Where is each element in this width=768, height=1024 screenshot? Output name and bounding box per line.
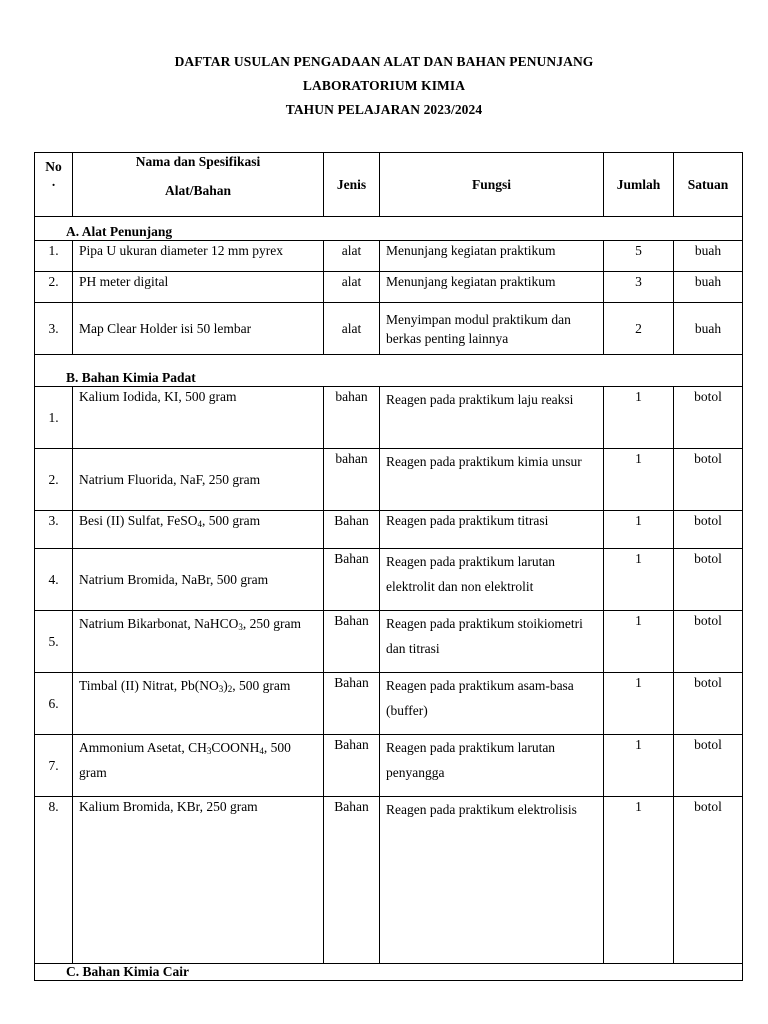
cell-name: Kalium Bromida, KBr, 250 gram (73, 797, 324, 964)
title-line-2: LABORATORIUM KIMIA (302, 78, 466, 93)
cell-fungsi: Reagen pada praktikum larutan elektrolit dan non elektrolit (380, 549, 604, 611)
cell-jenis: Bahan (324, 549, 380, 611)
cell-jumlah: 1 (604, 549, 674, 611)
section-heading-alat: A. Alat Penunjang (35, 217, 743, 241)
cell-satuan: botol (674, 449, 743, 511)
cell-name: Natrium Fluorida, NaF, 250 gram (73, 449, 324, 511)
cell-satuan: botol (674, 511, 743, 549)
section-row-c (35, 964, 743, 981)
header-jenis: Jenis (324, 153, 380, 217)
cell-jenis: alat (324, 303, 380, 355)
cell-no: 1. (35, 387, 73, 449)
cell-jumlah: 1 (604, 449, 674, 511)
cell-fungsi: Menunjang kegiatan praktikum (380, 241, 604, 272)
cell-jumlah: 1 (604, 387, 674, 449)
header-name: Nama dan Spesifikasi Alat/Bahan (73, 153, 324, 217)
cell-satuan: botol (674, 735, 743, 797)
section-heading-bahan-cair: C. Bahan Kimia Cair (35, 964, 743, 981)
table-row (35, 511, 743, 549)
cell-fungsi: Reagen pada praktikum laju reaksi (380, 387, 604, 449)
cell-satuan: buah (674, 272, 743, 303)
cell-fungsi: Reagen pada praktikum larutan penyangga (380, 735, 604, 797)
cell-name: Ammonium Asetat, $CH_3COONH_4$, 500 gram (73, 735, 324, 797)
procurement-table (34, 152, 743, 981)
cell-no: 5. (35, 611, 73, 673)
header-fungsi: Fungsi (380, 153, 604, 217)
cell-satuan: botol (674, 797, 743, 964)
cell-no: 8. (35, 797, 73, 964)
table-header-row (35, 153, 743, 217)
cell-name: Besi (II) Sulfat, FeSO$_4$, 500 gram (73, 511, 324, 549)
table-row (35, 673, 743, 735)
cell-no: 4. (35, 549, 73, 611)
table-row (35, 387, 743, 449)
cell-fungsi: Menyimpan modul praktikum dan berkas penting lainnya (380, 303, 604, 355)
cell-satuan: botol (674, 611, 743, 673)
cell-jumlah: 1 (604, 611, 674, 673)
table-row (35, 303, 743, 355)
table-row (35, 449, 743, 511)
cell-name: Kalium Iodida, KI, 500 gram (73, 387, 324, 449)
header-jumlah: Jumlah (604, 153, 674, 217)
section-row-b (35, 355, 743, 387)
cell-fungsi: Reagen pada praktikum elektrolisis (380, 797, 604, 964)
cell-satuan: botol (674, 673, 743, 735)
cell-satuan: botol (674, 549, 743, 611)
cell-name: Natrium Bromida, NaBr, 500 gram (73, 549, 324, 611)
table-row (35, 797, 743, 964)
cell-no: 7. (35, 735, 73, 797)
table-row (35, 272, 743, 303)
cell-jenis: bahan (324, 387, 380, 449)
cell-jumlah: 1 (604, 511, 674, 549)
cell-jumlah: 3 (604, 272, 674, 303)
title-line-1: DAFTAR USULAN PENGADAAN ALAT DAN BAHAN PENUNJANG (174, 54, 594, 69)
table-row (35, 611, 743, 673)
cell-jenis: Bahan (324, 735, 380, 797)
cell-satuan: buah (674, 241, 743, 272)
cell-name: PH meter digital (73, 272, 324, 303)
cell-jumlah: 2 (604, 303, 674, 355)
cell-jenis: Bahan (324, 511, 380, 549)
section-row-a (35, 217, 743, 241)
cell-fungsi: Menunjang kegiatan praktikum (380, 272, 604, 303)
cell-name: Natrium Bikarbonat, NaHCO$_3$, 250 gram (73, 611, 324, 673)
cell-no: 2. (35, 272, 73, 303)
cell-fungsi: Reagen pada praktikum asam-basa (buffer) (380, 673, 604, 735)
cell-no: 3. (35, 511, 73, 549)
cell-name: Pipa U ukuran diameter 12 mm pyrex (73, 241, 324, 272)
cell-jenis: alat (324, 272, 380, 303)
cell-fungsi: Reagen pada praktikum stoikiometri dan titrasi (380, 611, 604, 673)
cell-fungsi: Reagen pada praktikum titrasi (380, 511, 604, 549)
table-row (35, 735, 743, 797)
cell-no: 1. (35, 241, 73, 272)
cell-satuan: buah (674, 303, 743, 355)
table-row (35, 549, 743, 611)
cell-name: Timbal (II) Nitrat, $Pb(NO_3)_2$, 500 gram (73, 673, 324, 735)
cell-fungsi: Reagen pada praktikum kimia unsur (380, 449, 604, 511)
cell-name: Map Clear Holder isi 50 lembar (73, 303, 324, 355)
cell-jumlah: 1 (604, 797, 674, 964)
cell-jumlah: 5 (604, 241, 674, 272)
cell-jenis: Bahan (324, 673, 380, 735)
header-satuan: Satuan (674, 153, 743, 217)
cell-jenis: Bahan (324, 611, 380, 673)
cell-no: 2. (35, 449, 73, 511)
cell-jumlah: 1 (604, 735, 674, 797)
table-row (35, 241, 743, 272)
cell-jumlah: 1 (604, 673, 674, 735)
header-no: No . (35, 153, 73, 217)
cell-jenis: bahan (324, 449, 380, 511)
cell-satuan: botol (674, 387, 743, 449)
cell-no: 6. (35, 673, 73, 735)
section-heading-bahan-padat: B. Bahan Kimia Padat (35, 355, 743, 387)
document-title (0, 50, 768, 122)
cell-jenis: alat (324, 241, 380, 272)
cell-jenis: Bahan (324, 797, 380, 964)
cell-no: 3. (35, 303, 73, 355)
title-line-3: TAHUN PELAJARAN 2023/2024 (285, 102, 483, 117)
